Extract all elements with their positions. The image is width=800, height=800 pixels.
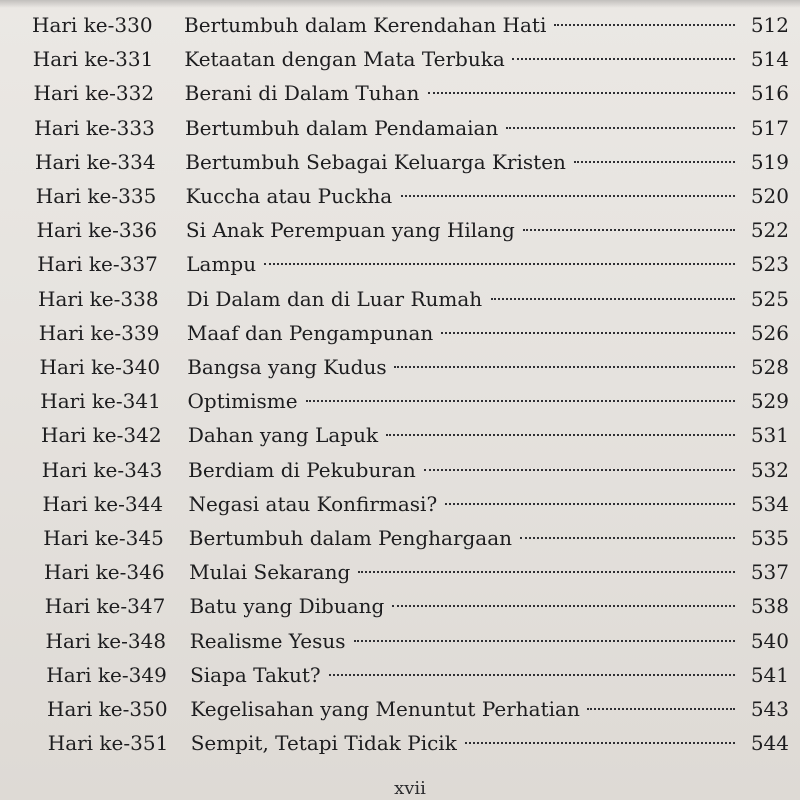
toc-day-label: Hari ke-335 xyxy=(35,184,157,208)
toc-day-label: Hari ke-330 xyxy=(32,13,153,37)
toc-entry xyxy=(0,282,800,316)
toc-title: Batu yang Dibuang xyxy=(189,594,385,619)
table-of-contents xyxy=(0,8,800,756)
toc-dot-leader xyxy=(428,92,735,94)
toc-page-number: 537 xyxy=(750,560,789,585)
toc-page-number: 516 xyxy=(750,81,789,106)
toc-day-label: Hari ke-350 xyxy=(47,697,168,721)
toc-page-number: 526 xyxy=(750,320,789,345)
toc-entry xyxy=(0,247,800,281)
toc-title: Di Dalam dan di Luar Rumah xyxy=(186,286,483,311)
toc-dot-leader xyxy=(386,434,735,436)
toc-page-number: 540 xyxy=(750,628,789,653)
toc-entry xyxy=(0,624,800,658)
toc-day-label: Hari ke-337 xyxy=(37,252,158,277)
toc-entry xyxy=(0,213,800,247)
toc-title: Kuccha atau Puckha xyxy=(185,184,393,208)
toc-dot-leader xyxy=(424,469,735,471)
toc-dot-leader xyxy=(358,571,735,573)
toc-day-label: Hari ke-332 xyxy=(33,81,155,106)
toc-dot-leader xyxy=(329,674,735,676)
toc-dot-leader xyxy=(441,332,735,334)
toc-page-number: 534 xyxy=(750,491,789,516)
toc-title: Maaf dan Pengampunan xyxy=(186,320,434,345)
toc-title: Dahan yang Lapuk xyxy=(187,423,379,448)
toc-dot-leader xyxy=(587,708,735,710)
toc-title: Optimisme xyxy=(187,389,298,414)
toc-entry xyxy=(0,521,800,555)
toc-day-label: Hari ke-341 xyxy=(40,389,161,414)
toc-dot-leader xyxy=(491,298,735,300)
toc-day-label: Hari ke-351 xyxy=(47,731,169,756)
toc-dot-leader xyxy=(520,537,735,539)
toc-title: Sempit, Tetapi Tidak Picik xyxy=(190,731,457,756)
toc-day-label: Hari ke-347 xyxy=(44,594,166,619)
toc-entry xyxy=(0,8,800,42)
toc-title: Berani di Dalam Tuhan xyxy=(184,81,420,106)
toc-day-label: Hari ke-345 xyxy=(43,526,164,550)
toc-title: Bertumbuh dalam Kerendahan Hati xyxy=(184,13,547,37)
page-number: xvii xyxy=(394,778,426,799)
toc-page-number: 528 xyxy=(750,355,789,379)
toc-page-number: 543 xyxy=(750,697,789,721)
toc-day-label: Hari ke-344 xyxy=(42,491,164,516)
toc-dot-leader xyxy=(445,503,735,505)
toc-dot-leader xyxy=(506,127,735,129)
toc-entry xyxy=(0,316,800,350)
toc-page-number: 520 xyxy=(750,184,789,208)
toc-dot-leader xyxy=(264,263,735,265)
toc-page-number: 519 xyxy=(750,149,789,174)
toc-day-label: Hari ke-331 xyxy=(32,47,154,72)
toc-title: Si Anak Perempuan yang Hilang xyxy=(185,218,515,243)
toc-dot-leader xyxy=(394,366,735,368)
toc-title: Ketaatan dengan Mata Terbuka xyxy=(184,47,505,72)
toc-entry xyxy=(0,76,800,110)
toc-entry xyxy=(0,350,800,384)
toc-dot-leader xyxy=(306,400,735,402)
toc-dot-leader xyxy=(554,24,735,26)
toc-entry xyxy=(0,726,800,760)
toc-day-label: Hari ke-346 xyxy=(44,560,165,585)
toc-entry xyxy=(0,589,800,623)
toc-page-number: 517 xyxy=(750,115,789,140)
toc-day-label: Hari ke-336 xyxy=(36,218,158,243)
toc-page-number: 544 xyxy=(750,731,789,756)
toc-page-number: 541 xyxy=(750,662,789,687)
toc-dot-leader xyxy=(574,161,735,163)
toc-title: Siapa Takut? xyxy=(190,662,321,687)
toc-page-number: 538 xyxy=(750,594,789,619)
top-edge-shadow xyxy=(0,0,800,8)
toc-entry xyxy=(0,487,800,521)
toc-entry xyxy=(0,555,800,589)
toc-page-number: 529 xyxy=(750,389,789,414)
toc-day-label: Hari ke-340 xyxy=(39,355,161,379)
toc-day-label: Hari ke-343 xyxy=(41,457,163,482)
toc-dot-leader xyxy=(523,229,735,231)
toc-title: Realisme Yesus xyxy=(189,628,346,653)
toc-dot-leader xyxy=(354,640,735,642)
toc-title: Berdiam di Pekuburan xyxy=(188,457,416,482)
toc-title: Bangsa yang Kudus xyxy=(187,355,387,379)
toc-entry xyxy=(0,453,800,487)
toc-page-number: 532 xyxy=(750,457,789,482)
toc-entry xyxy=(0,42,800,76)
toc-entry xyxy=(0,111,800,145)
toc-day-label: Hari ke-339 xyxy=(38,320,160,345)
toc-entry xyxy=(0,658,800,692)
toc-dot-leader xyxy=(512,58,735,60)
toc-dot-leader xyxy=(401,195,735,197)
toc-title: Bertumbuh Sebagai Keluarga Kristen xyxy=(185,149,566,174)
toc-page-number: 523 xyxy=(750,252,789,277)
toc-day-label: Hari ke-348 xyxy=(45,628,167,653)
toc-page-number: 514 xyxy=(750,47,789,72)
toc-day-label: Hari ke-333 xyxy=(34,115,155,140)
toc-entry xyxy=(0,418,800,452)
toc-title: Lampu xyxy=(186,252,257,277)
toc-dot-leader xyxy=(392,605,735,607)
toc-title: Bertumbuh dalam Pendamaian xyxy=(184,115,499,140)
toc-title: Bertumbuh dalam Penghargaan xyxy=(188,526,513,550)
toc-page-number: 522 xyxy=(750,218,789,243)
toc-entry xyxy=(0,179,800,213)
toc-day-label: Hari ke-334 xyxy=(35,149,156,174)
toc-day-label: Hari ke-349 xyxy=(46,662,167,687)
toc-page-number: 525 xyxy=(750,286,789,311)
toc-dot-leader xyxy=(465,742,735,744)
toc-title: Negasi atau Konfirmasi? xyxy=(188,491,438,516)
toc-entry xyxy=(0,145,800,179)
toc-title: Mulai Sekarang xyxy=(189,560,351,585)
toc-day-label: Hari ke-338 xyxy=(38,286,159,311)
toc-title: Kegelisahan yang Menuntut Perhatian xyxy=(190,697,580,721)
toc-page-number: 531 xyxy=(750,423,789,448)
toc-day-label: Hari ke-342 xyxy=(41,423,162,448)
toc-page-number: 512 xyxy=(750,13,789,37)
toc-entry xyxy=(0,692,800,726)
toc-page-number: 535 xyxy=(750,526,789,550)
toc-entry xyxy=(0,384,800,418)
